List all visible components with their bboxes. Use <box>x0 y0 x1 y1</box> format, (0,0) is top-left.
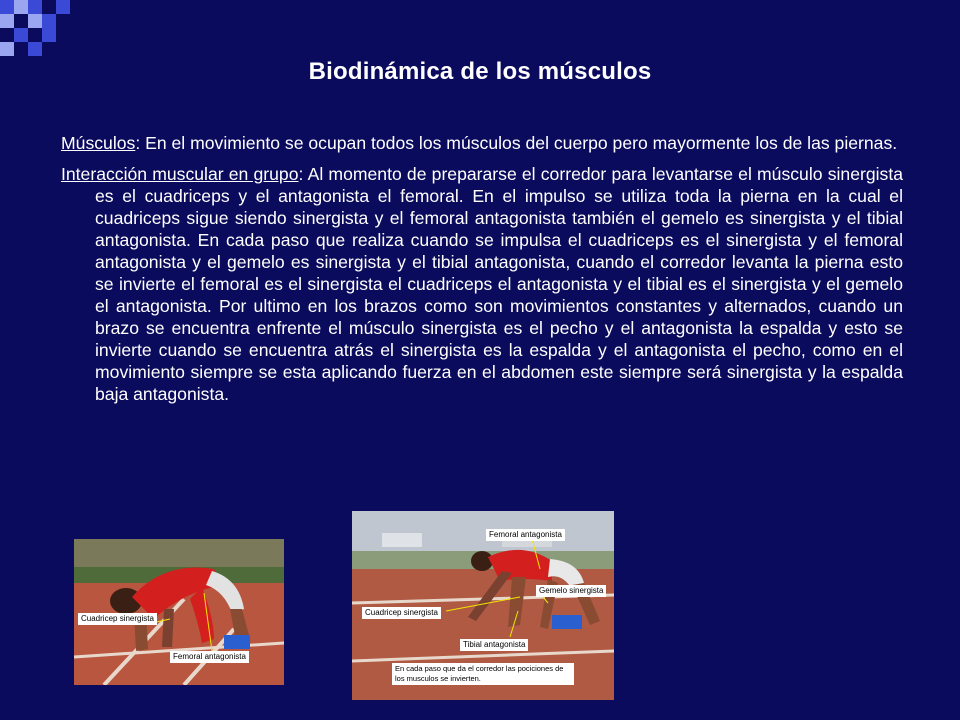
slide-title: Biodinámica de los músculos <box>308 58 652 85</box>
term-musculos: Músculos <box>61 133 136 153</box>
label-femoral-antagonista-left: Femoral antagonista <box>170 651 249 663</box>
text-interaccion: : Al momento de prepararse el corredor para levantarse el músculo sinergista es el cuadriceps y el antagonista el femoral. En el impulso se utiliza toda la pierna en la cual el cuadriceps sigue siendo sinergista y el femoral antagonista también el gemelo es sinergista y el tibial antagonista. En cada paso que realiza cuando se impulsa el cuadriceps es el sinergista y el femoral antagonista y el gemelo es sinergista y el tibial antagonista, cuando el corredor levanta la pierna esto se invierte el femoral es el sinergista el cuadriceps el antagonista y el tibial es el sinergista y el gemelo el antagonista. Por ultimo en los brazos como son movimientos constantes y alternados, cuando un brazo se encuentra enfrente el músculo sinergista es el pecho y el antagonista la espalda y esto se invierte cuando se encuentra atrás el sinergista es la espalda y el antagonista el pecho, como en el movimiento siempre se esta aplicando fuerza en el abdomen este siempre será sinergista y la espalda baja antagonista. <box>95 164 904 404</box>
pointer-lines-left <box>74 539 284 685</box>
photo-note: En cada paso que da el corredor las pociciones de los musculos se invierten. <box>392 663 574 685</box>
term-interaccion: Interacción muscular en grupo <box>61 164 299 184</box>
label-cuadricep-sinergista-right: Cuadricep sinergista <box>362 607 441 619</box>
sprinter-start-photo <box>74 539 284 685</box>
label-tibial-antagonista: Tibial antagonista <box>460 639 528 651</box>
text-musculos: : En el movimiento se ocupan todos los músculos del cuerpo pero mayormente los de las piernas. <box>135 133 898 153</box>
paragraph-musculos <box>61 132 903 154</box>
corner-decoration <box>0 0 80 60</box>
paragraph-interaccion <box>61 163 903 405</box>
sprinter-rise-photo <box>352 511 614 700</box>
label-gemelo-sinergista: Gemelo sinergista <box>536 585 606 597</box>
slide-body <box>61 132 903 405</box>
label-femoral-antagonista-right: Femoral antagonista <box>486 529 565 541</box>
label-cuadricep-sinergista-left: Cuadricep sinergista <box>78 613 157 625</box>
